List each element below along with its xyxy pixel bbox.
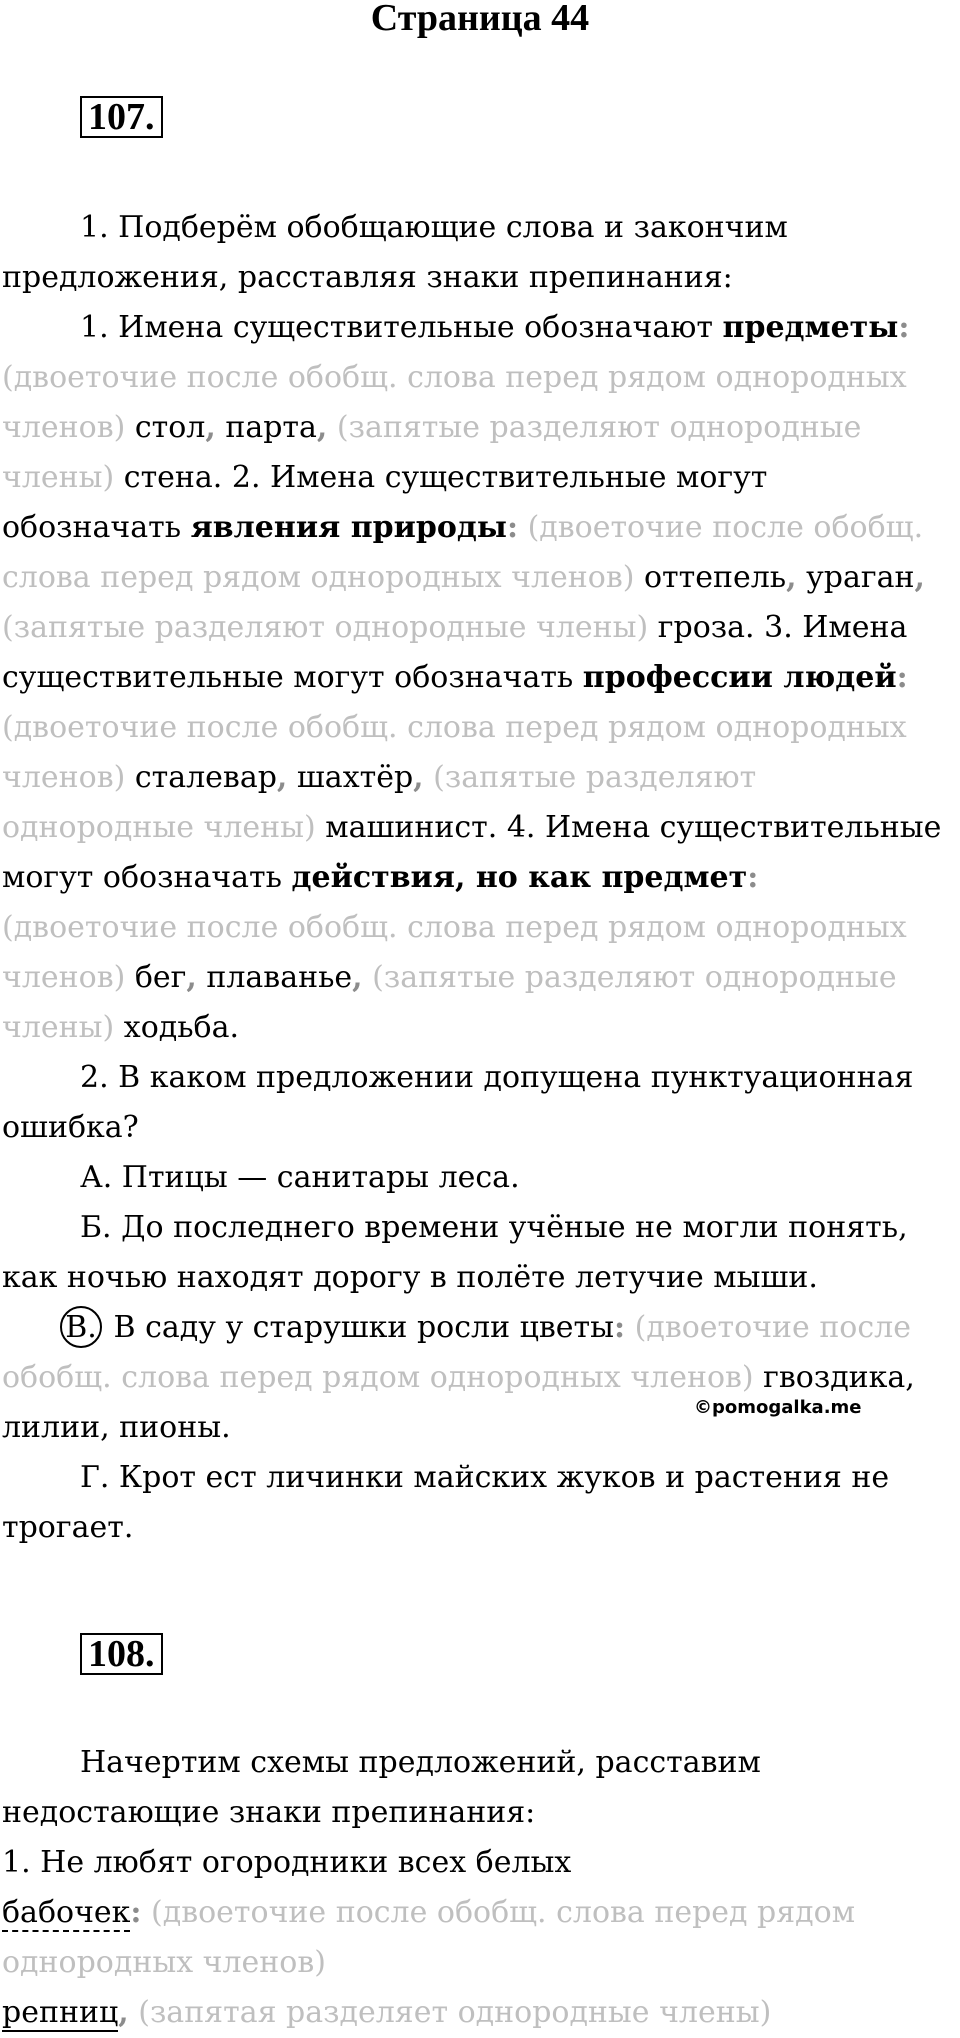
exercise-107-number: 107. xyxy=(80,96,163,138)
option-v: В. В саду у старушки росли цветы: (двоеточие после обобщ. слова перед рядом однородных членов) гвоздика, лилии, пионы. xyxy=(2,1303,942,1453)
option-b: Б. До последнего времени учёные не могли понять, как ночью находят дорогу в полёте летучие мыши. xyxy=(2,1210,908,1295)
task1-intro: 1. Подберём обобщающие слова и закончим предложения, расставляя знаки препинания: xyxy=(2,210,788,295)
word-underline: репниц xyxy=(2,1995,119,2030)
ex108-sentence-1-cont: бабочек: (двоеточие после обобщ. слова перед рядом однородных членов) xyxy=(2,1895,856,1980)
subject-underline: бабочек xyxy=(2,1895,131,1930)
exercise-107-text xyxy=(2,203,942,1553)
exercise-108-number: 108. xyxy=(80,1633,163,1675)
ex108-sentence-1-end: репниц, (запятая разделяет однородные члены) xyxy=(2,1995,772,2030)
ex108-intro: Начертим схемы предложений, расставим недостающие знаки препинания: xyxy=(2,1745,761,1830)
circled-answer-marker: В. xyxy=(60,1306,102,1348)
exercise-108-text xyxy=(2,1738,942,2038)
option-g: Г. Крот ест личинки майских жуков и растения не трогает. xyxy=(2,1460,890,1545)
task2-question: 2. В каком предложении допущена пунктуационная ошибка? xyxy=(2,1060,914,1145)
page-title: Страница 44 xyxy=(370,0,590,39)
watermark: ©pomogalka.me xyxy=(694,1397,862,1418)
task1-answer: 1. Имена существительные обозначают предметы: (двоеточие после обобщ. слова перед рядом однородных членов) стол, парта, (запятые разделяют однородные члены) стена. 2. Имена существительные могут обозначать явления природы: (двоеточие после обобщ. слова перед рядом однородных членов) оттепель, ураган, (запятые разделяют однородные члены) гроза. 3. Имена существительные могут обозначать профессии людей: (двоеточие после обобщ. слова перед рядом однородных членов) сталевар, шахтёр, (запятые разделяют однородные члены) машинист. 4. Имена существительные могут обозначать действия, но как предмет: (двоеточие после обобщ. слова перед рядом однородных членов) бег, плаванье, (запятые разделяют однородные члены) ходьба. xyxy=(2,310,942,1045)
option-a: А. Птицы — санитары леса. xyxy=(80,1160,520,1195)
ex108-sentence-1: 1. Не любят огородники всех белых xyxy=(2,1845,572,1880)
